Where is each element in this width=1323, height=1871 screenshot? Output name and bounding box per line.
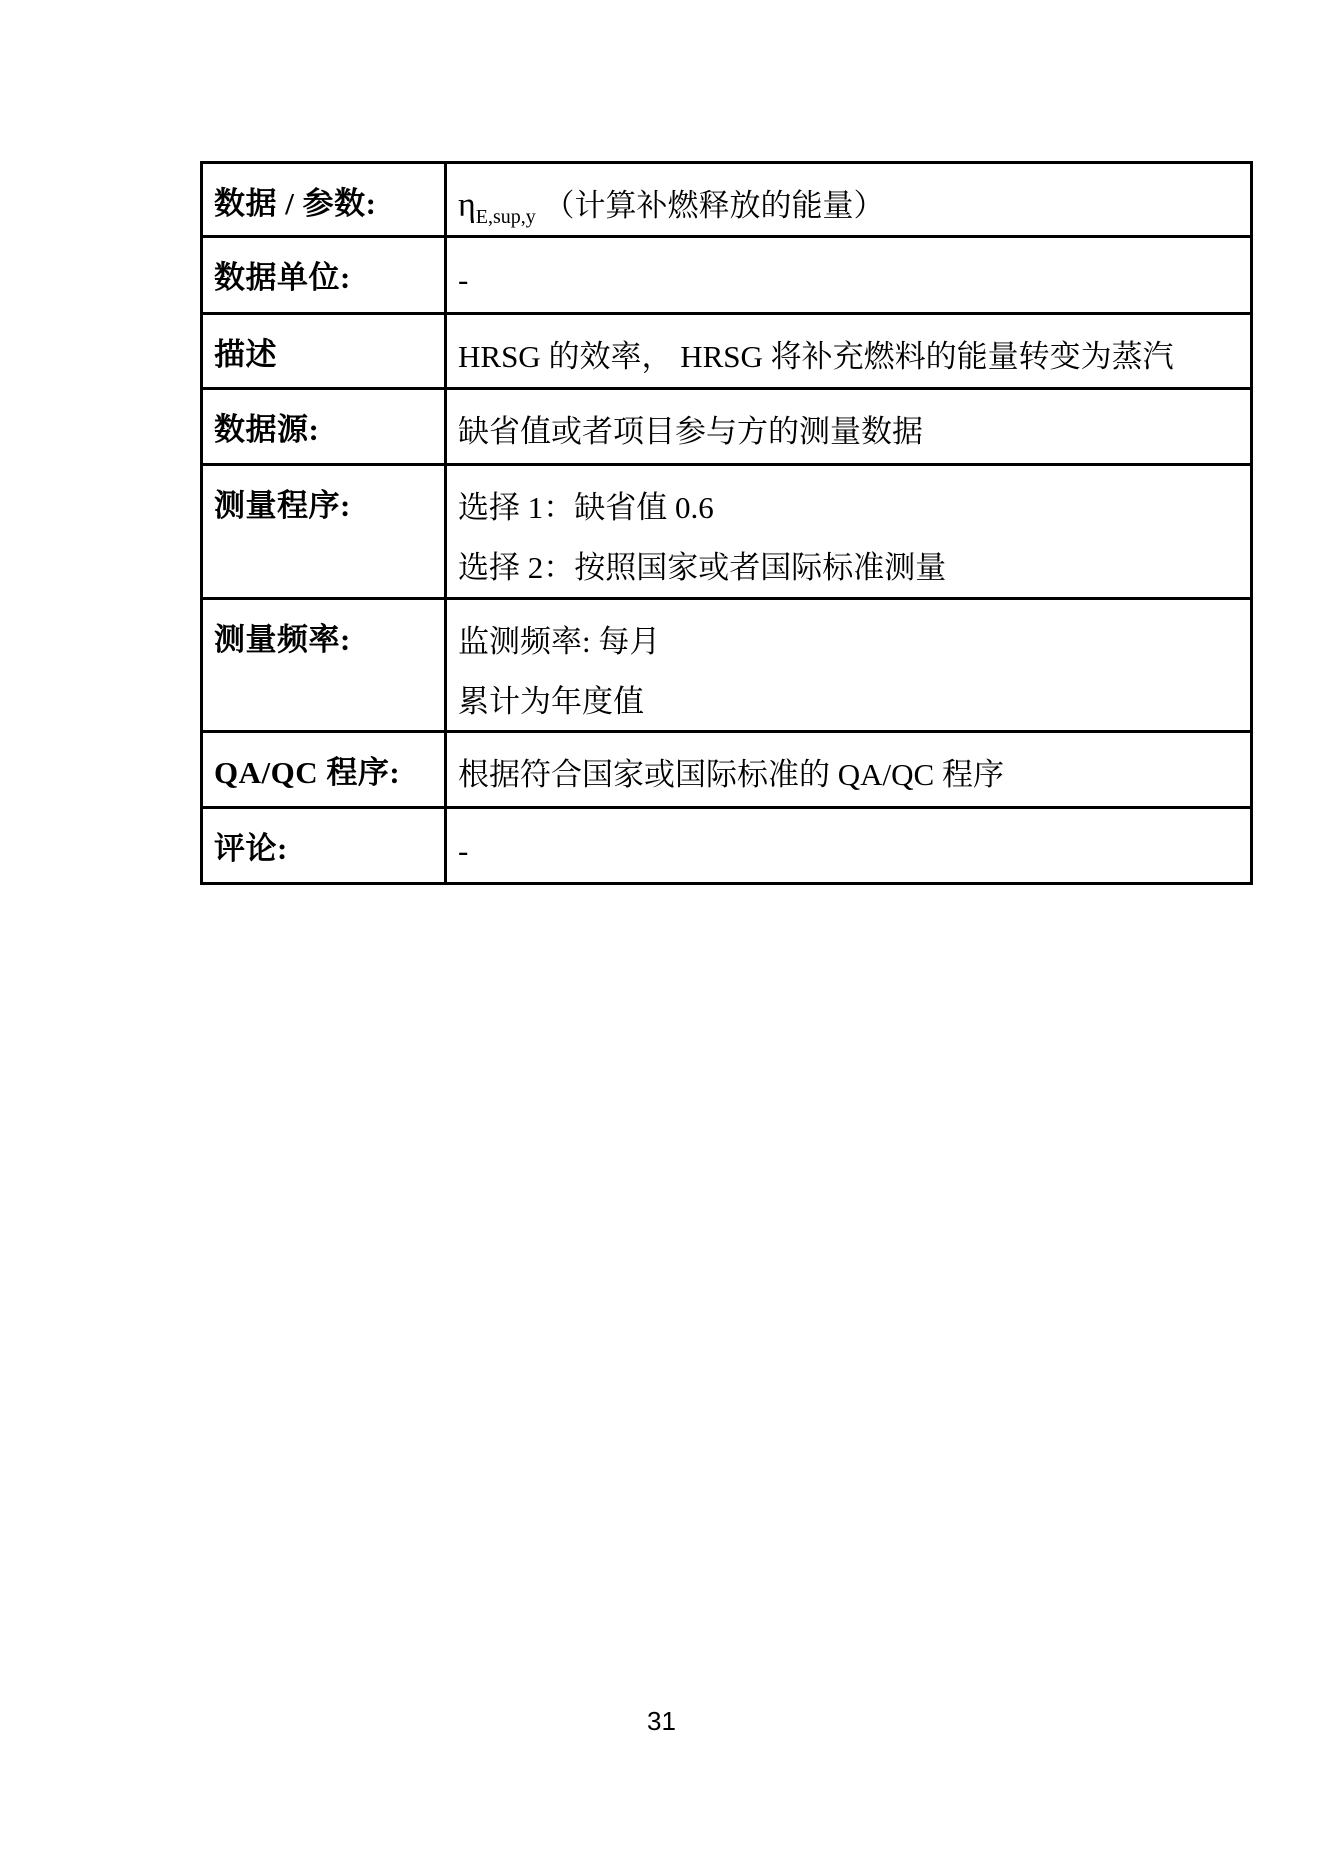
row-content-line-1: 监测频率: 每月 xyxy=(458,624,661,659)
row-content xyxy=(446,808,1252,884)
row-content-text: - xyxy=(458,833,469,868)
row-label-text: 测量频率: xyxy=(214,622,351,657)
table-row-description xyxy=(202,314,1252,389)
row-label xyxy=(202,465,446,599)
row-content-text: - xyxy=(458,262,469,297)
parameter-formula xyxy=(458,187,1240,229)
formula-subscript: E,sup,y xyxy=(475,206,536,229)
page-number: 31 xyxy=(647,1706,676,1736)
row-label-text: 数据源: xyxy=(214,412,320,447)
row-label xyxy=(202,237,446,314)
row-content xyxy=(446,599,1252,732)
row-content-line-1: 选择 1：缺省值 0.6 xyxy=(458,490,714,525)
table-row-measurement-frequency xyxy=(202,599,1252,732)
row-content-line-2: 选择 2：按照国家或者国际标准测量 xyxy=(458,550,947,585)
row-content-text: HRSG 的效率， HRSG 将补充燃料的能量转变为蒸汽 xyxy=(458,339,1174,374)
table-row-measurement-procedure xyxy=(202,465,1252,599)
row-label-text: 数据单位: xyxy=(214,260,351,295)
row-label-text: 描述 xyxy=(214,337,277,372)
row-label xyxy=(202,599,446,732)
row-content xyxy=(446,163,1252,237)
row-label-text: QA/QC 程序: xyxy=(214,755,401,790)
table-row-data-unit xyxy=(202,237,1252,314)
table-row-qaqc-procedure xyxy=(202,732,1252,808)
row-content-line-2: 累计为年度值 xyxy=(458,684,644,719)
row-label-text: 数据 / 参数: xyxy=(214,186,377,221)
row-label xyxy=(202,808,446,884)
row-content xyxy=(446,465,1252,599)
row-content xyxy=(446,732,1252,808)
row-content xyxy=(446,389,1252,465)
row-content-text: 缺省值或者项目参与方的测量数据 xyxy=(458,414,923,449)
row-label xyxy=(202,314,446,389)
row-label-text: 测量程序: xyxy=(214,488,351,523)
row-label xyxy=(202,732,446,808)
row-label-text: 评论: xyxy=(214,831,288,866)
formula-description: （计算补燃释放的能量） xyxy=(543,188,885,223)
table-row-comment xyxy=(202,808,1252,884)
row-content-text: 根据符合国家或国际标准的 QA/QC 程序 xyxy=(458,757,1004,792)
monitoring-parameter-table xyxy=(200,161,1253,885)
formula-eta-symbol: η xyxy=(458,187,476,224)
table-row-data-parameter xyxy=(202,163,1252,237)
row-label xyxy=(202,389,446,465)
table-row-data-source xyxy=(202,389,1252,465)
row-content xyxy=(446,314,1252,389)
row-content xyxy=(446,237,1252,314)
row-label xyxy=(202,163,446,237)
